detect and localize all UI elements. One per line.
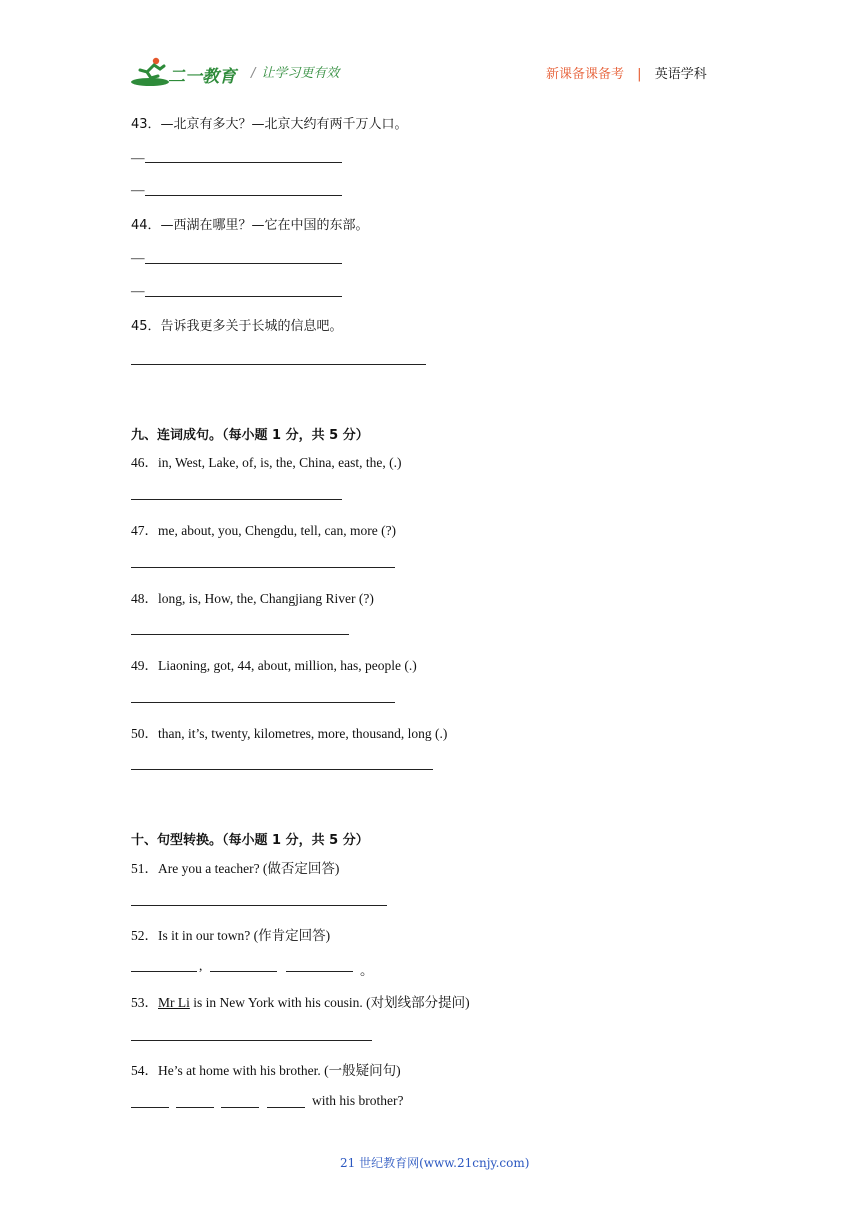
question-text: Liaoning, got, 44, about, million, has, people (.) (158, 658, 417, 673)
question-number: 47． (131, 523, 158, 538)
question-number: 45． (131, 319, 161, 334)
question-text: long, is, How, the, Changjiang River (?) (158, 591, 374, 606)
header-logo (130, 56, 242, 88)
question-44 (131, 214, 369, 233)
header-course: 新课备课备考 (546, 67, 625, 82)
comma: , (199, 958, 203, 973)
question-text: than, it’s, twenty, kilometres, more, thousand, long (.) (158, 726, 448, 741)
blank-line[interactable] (145, 263, 342, 264)
question-text: He’s at home with his brother. (一般疑问句) (158, 1063, 401, 1078)
dash: — (131, 250, 145, 265)
dash: — (131, 283, 145, 298)
answer-line-49[interactable] (131, 702, 395, 703)
answer-line-50[interactable] (131, 769, 433, 770)
question-text: 告诉我更多关于长城的信息吧。 (160, 319, 343, 334)
question-number: 54． (131, 1063, 158, 1078)
answer-line-44b[interactable] (131, 283, 145, 299)
blank-line[interactable] (145, 195, 342, 196)
section-9-title: 九、连词成句。（每小题 1 分，共 5 分） (131, 428, 369, 443)
question-number: 44． (131, 218, 161, 233)
question-47 (131, 519, 396, 539)
answer-line-48[interactable] (131, 634, 349, 635)
blank-52b[interactable] (210, 971, 277, 972)
blank-54a[interactable] (131, 1107, 169, 1108)
question-45 (131, 315, 343, 334)
answer-line-46[interactable] (131, 499, 342, 500)
question-53 (131, 991, 470, 1011)
header-tagline: / 让学习更有效 (251, 66, 340, 81)
question-49 (131, 654, 417, 674)
question-text: me, about, you, Chengdu, tell, can, more (?) (158, 523, 397, 538)
question-text: is in New York with his cousin. (对划线部分提问) (189, 995, 470, 1010)
header-right (546, 63, 707, 82)
question-text: —北京有多大？—北京大约有两千万人口。 (160, 117, 408, 132)
header-subject: 英语学科 (654, 67, 707, 82)
question-number: 52． (131, 928, 158, 943)
dash: — (131, 150, 145, 165)
answer-line-53[interactable] (131, 1040, 372, 1041)
answer-line-43a[interactable] (131, 150, 145, 166)
question-text: Are you a teacher? (做否定回答) (158, 861, 340, 876)
blank-52a[interactable] (131, 971, 197, 972)
question-text: Is it in our town? (作肯定回答) (158, 928, 331, 943)
header-divider: | (637, 67, 642, 82)
blank-line[interactable] (145, 296, 342, 297)
question-46 (131, 451, 401, 471)
blank-54d[interactable] (267, 1107, 305, 1108)
question-number: 53． (131, 995, 158, 1010)
answer-line-45[interactable] (131, 364, 426, 365)
question-54 (131, 1059, 401, 1079)
logo-text: 二一教育 (168, 67, 236, 87)
question-51 (131, 857, 339, 877)
answer-line-44a[interactable] (131, 250, 145, 266)
question-48 (131, 587, 374, 607)
question-number: 46． (131, 455, 158, 470)
blank-52c[interactable] (286, 971, 353, 972)
question-54-tail: with his brother? (312, 1093, 404, 1108)
blank-54c[interactable] (221, 1107, 259, 1108)
question-text: —西湖在哪里？—它在中国的东部。 (160, 218, 369, 233)
answer-line-51[interactable] (131, 905, 387, 906)
answer-line-43b[interactable] (131, 182, 145, 198)
question-number: 51． (131, 861, 158, 876)
question-52 (131, 924, 330, 944)
question-number: 49． (131, 658, 158, 673)
blank-line[interactable] (145, 162, 342, 163)
underlined-part: Mr Li (158, 995, 190, 1010)
section-10-title: 十、句型转换。（每小题 1 分，共 5 分） (131, 833, 369, 848)
question-number: 43． (131, 117, 161, 132)
dash: — (131, 182, 145, 197)
question-43 (131, 113, 408, 132)
blank-54b[interactable] (176, 1107, 214, 1108)
footer-link[interactable]: 21 世纪教育网(www.21cnjy.com) (340, 1156, 530, 1170)
answer-line-47[interactable] (131, 567, 395, 568)
question-number: 50． (131, 726, 158, 741)
question-number: 48． (131, 591, 158, 606)
period: 。 (360, 963, 374, 978)
question-50 (131, 722, 447, 742)
tagline-text: 让学习更有效 (261, 66, 340, 81)
question-text: in, West, Lake, of, is, the, China, east, the, (.) (158, 455, 402, 470)
